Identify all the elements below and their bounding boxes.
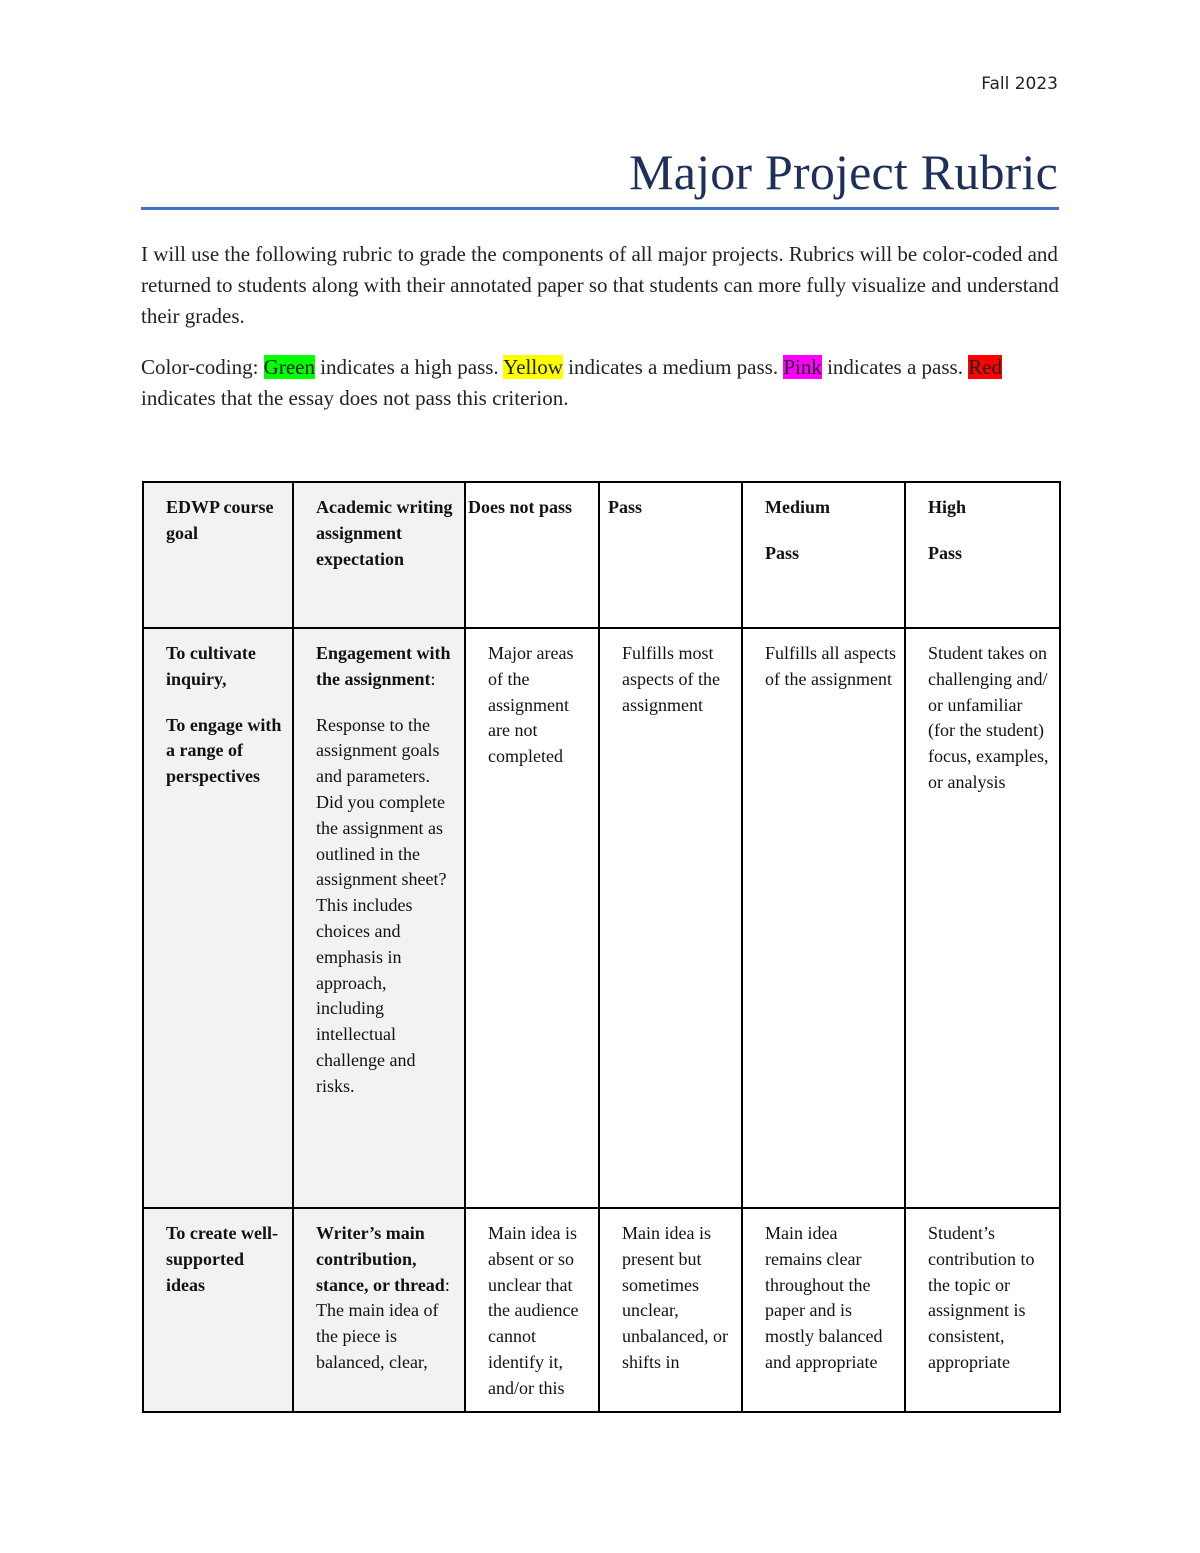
goal-cell	[143, 628, 293, 1208]
expectation-text: The main idea of the piece is balanced, clear,	[316, 1300, 439, 1372]
color-coding-paragraph	[141, 352, 1071, 414]
header-pass: Pass	[599, 482, 742, 628]
header-medium-pass	[742, 482, 905, 628]
does-not-pass-cell: Main idea is absent or so unclear that the audience cannot identify it, and/or this	[465, 1208, 599, 1412]
header-high-label: High	[928, 497, 967, 517]
header-goal: EDWP course goal	[143, 482, 293, 628]
expectation-cell	[293, 628, 465, 1208]
pass-cell: Fulfills most aspects of the assignment	[599, 628, 742, 1208]
medium-pass-cell: Fulfills all aspects of the assignment	[742, 628, 905, 1208]
green-description: indicates a high pass.	[314, 355, 504, 379]
goal-cell: To create well-supported ideas	[143, 1208, 293, 1412]
intro-paragraph: I will use the following rubric to grade the components of all major projects. Rubrics will be color-coded and returned to students along with their annotated paper so that students can more fully visualize and understand their grades.	[141, 242, 1059, 328]
medium-pass-cell: Main idea remains clear throughout the paper and is mostly balanced and appropriate	[742, 1208, 905, 1412]
expectation-cell	[293, 1208, 465, 1412]
color-coding-label: Color-coding:	[141, 355, 264, 379]
green-highlight: Green	[263, 355, 315, 379]
does-not-pass-cell: Major areas of the assignment are not completed	[465, 628, 599, 1208]
title-divider	[141, 207, 1059, 210]
rubric-table	[142, 481, 1061, 1413]
header-high-pass-label: Pass	[928, 542, 963, 563]
yellow-highlight: Yellow	[503, 355, 563, 379]
table-header-row	[143, 482, 1060, 628]
expectation-title: Engagement with the assignment	[316, 643, 451, 689]
expectation-title: Writer’s main contribution, stance, or thread	[316, 1223, 445, 1295]
high-pass-cell: Student’s contribution to the topic or assignment is consistent, appropriate	[905, 1208, 1060, 1412]
goal-inquiry: To cultivate inquiry,	[166, 643, 256, 689]
header-does-not-pass: Does not pass	[465, 482, 599, 628]
table-row	[143, 628, 1060, 1208]
header-medium-pass-label: Pass	[765, 542, 800, 563]
yellow-description: indicates a medium pass.	[562, 355, 784, 379]
page-title: Major Project Rubric	[629, 144, 1058, 200]
pink-highlight: Pink	[783, 355, 822, 379]
pink-description: indicates a pass.	[821, 355, 969, 379]
header-medium-label: Medium	[765, 497, 830, 517]
high-pass-cell: Student takes on challenging and/ or unfamiliar (for the student) focus, examples, or analysis	[905, 628, 1060, 1208]
expectation-text: Response to the assignment goals and parameters. Did you complete the assignment as outlined in the assignment sheet? This includes choices and emphasis in approach, including intellectual challenge and risks.	[316, 714, 447, 1096]
red-highlight: Red	[968, 355, 1003, 379]
header-term: Fall 2023	[981, 74, 1058, 94]
header-expectation: Academic writing assignment expectation	[293, 482, 465, 628]
pass-cell: Main idea is present but sometimes unclear, unbalanced, or shifts in	[599, 1208, 742, 1412]
goal-perspectives: To engage with a range of perspectives	[166, 714, 282, 787]
expectation-separator: :	[430, 668, 436, 689]
table-row	[143, 1208, 1060, 1412]
header-high-pass	[905, 482, 1060, 628]
red-description: indicates that the essay does not pass this criterion.	[141, 386, 569, 410]
expectation-separator: :	[444, 1274, 450, 1295]
